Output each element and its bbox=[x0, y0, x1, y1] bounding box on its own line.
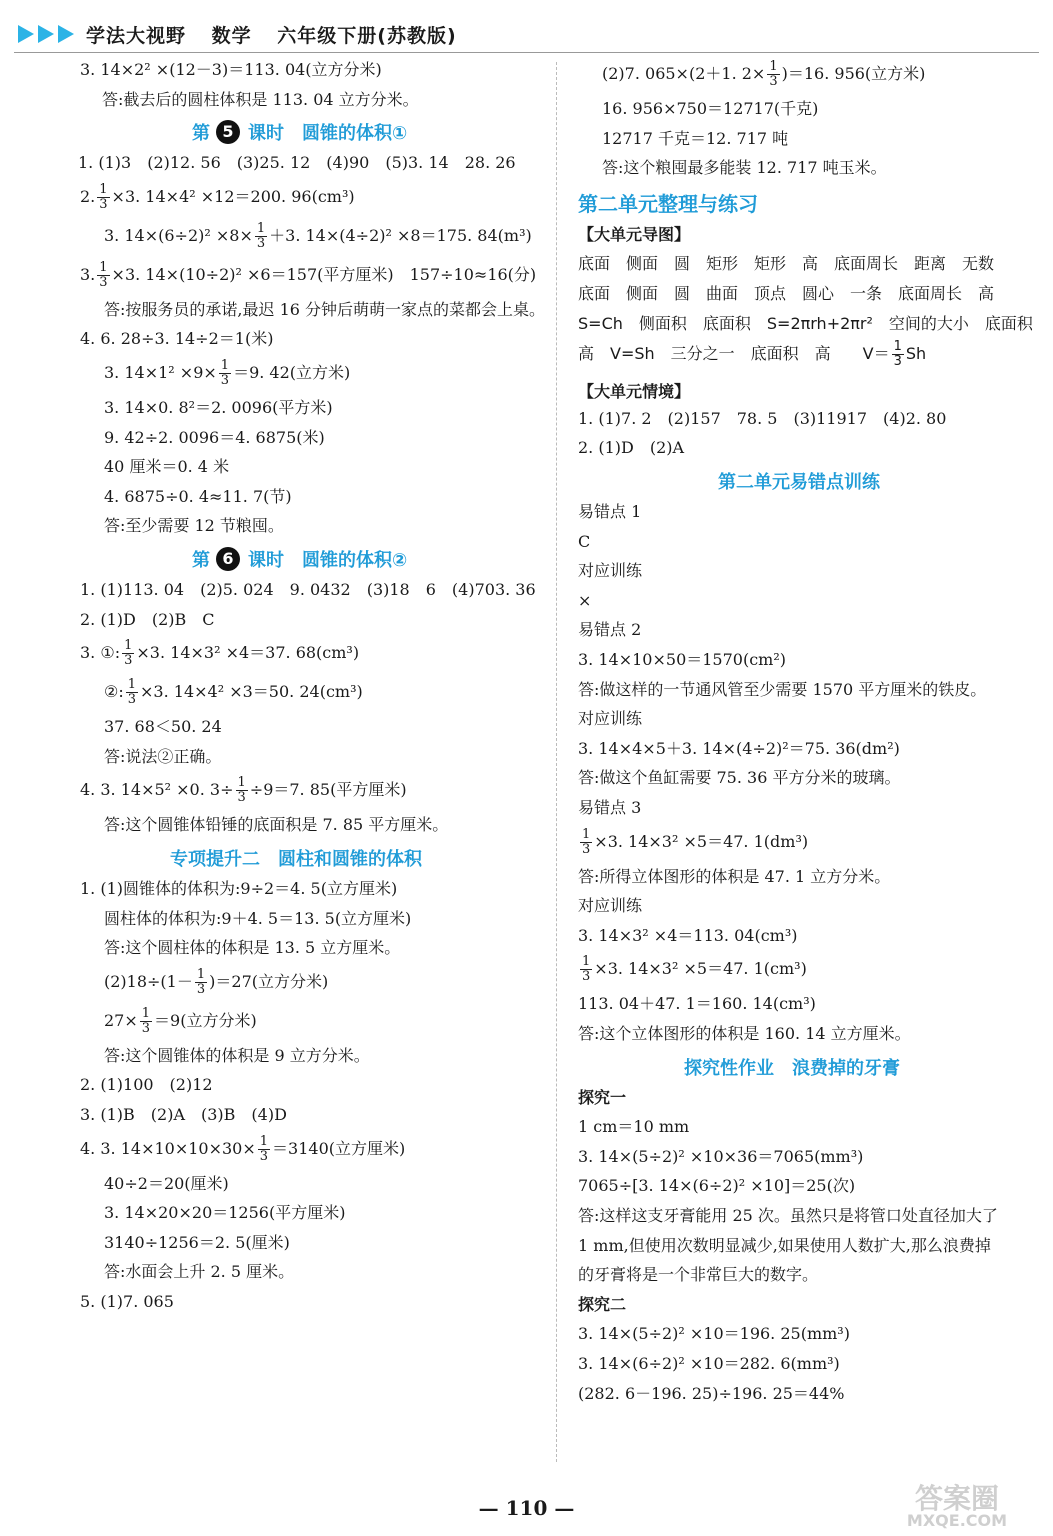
answer-line: 答:说法②正确。 bbox=[104, 746, 222, 766]
numerator: 1 bbox=[893, 339, 902, 355]
answer-line: 答:所得立体图形的体积是 47. 1 立方分米。 bbox=[578, 866, 891, 886]
denominator: 3 bbox=[259, 1148, 269, 1164]
answer-line bbox=[80, 678, 363, 707]
fraction bbox=[122, 639, 134, 668]
answer-line: 的牙膏将是一个非常巨大的数字。 bbox=[578, 1265, 819, 1285]
text: ＝9(立方分米) bbox=[154, 1010, 257, 1030]
term-row: 底面 侧面 圆 矩形 矩形 高 底面周长 距离 无数 bbox=[578, 254, 995, 274]
denominator: 3 bbox=[256, 235, 266, 251]
fraction bbox=[255, 222, 267, 251]
section-suffix: 课时 圆锥的体积① bbox=[248, 123, 408, 145]
text: ×3. 14×4² ×3＝50. 24(cm³) bbox=[140, 682, 363, 702]
answer-line bbox=[578, 955, 807, 984]
page-number: — 110 — bbox=[478, 1496, 575, 1520]
answer-line: 5. (1)7. 065 bbox=[80, 1292, 174, 1311]
answer-line bbox=[80, 776, 407, 805]
numerator: 1 bbox=[582, 954, 591, 970]
fraction bbox=[140, 1007, 152, 1036]
fraction bbox=[580, 955, 592, 984]
numerator: 1 bbox=[769, 59, 778, 74]
answer-line: 3. 14×(5÷2)² ×10×36＝7065(mm³) bbox=[578, 1146, 864, 1166]
fraction bbox=[219, 359, 231, 388]
text: 4. 3. 14×5² ×0. 3÷ bbox=[80, 780, 234, 800]
answer-line: 37. 68＜50. 24 bbox=[104, 717, 222, 737]
answer-line: 1. (1)3 (2)12. 56 (3)25. 12 (4)90 (5)3. 14 28. 26 bbox=[78, 153, 516, 173]
fraction bbox=[97, 183, 109, 212]
answer-line bbox=[80, 639, 359, 668]
exploration-title: 探究性作业 浪费掉的牙膏 bbox=[684, 1057, 900, 1079]
denominator: 3 bbox=[141, 1020, 151, 1036]
answer-line: 3. 14×4×5＋3. 14×(4÷2)²＝75. 36(dm²) bbox=[578, 738, 900, 758]
header-text bbox=[86, 21, 475, 48]
denominator: 3 bbox=[99, 274, 108, 290]
answer-line: 1. (1)7. 2 (2)157 78. 5 (3)11917 (4)2. 80 bbox=[578, 408, 947, 428]
answer-line: 3. 14×10×50＝1570(cm²) bbox=[578, 650, 786, 669]
unit-review-title: 第二单元整理与练习 bbox=[578, 191, 758, 216]
answer-line: 1 mm,但使用次数明显减少,如果使用人数扩大,那么浪费掉 bbox=[578, 1235, 991, 1255]
answer-line: 答:这个粮囤最多能装 12. 717 吨玉米。 bbox=[602, 158, 887, 178]
column-divider bbox=[556, 62, 557, 1462]
section-prefix: 第 bbox=[192, 123, 210, 145]
text: )＝27(立方分米) bbox=[209, 971, 329, 991]
text: 2. bbox=[80, 186, 96, 206]
answer-line: 1. (1)113. 04 (2)5. 024 9. 0432 (3)18 6 (4)703. 36 bbox=[80, 580, 536, 599]
section-title-lesson-5 bbox=[192, 119, 407, 145]
answer-line: 易错点 2 bbox=[578, 620, 642, 640]
watermark-main: 答案圈 bbox=[914, 1482, 999, 1515]
answer-line: 3. 14×(5÷2)² ×10＝196. 25(mm³) bbox=[578, 1324, 850, 1344]
text: 3. ①: bbox=[80, 643, 121, 663]
answer-line: 答:按服务员的承诺,最迟 16 分钟后萌萌一家点的菜都会上桌。 bbox=[104, 299, 546, 319]
fraction bbox=[195, 968, 207, 997]
answer-line: 16. 956×750＝12717(千克) bbox=[602, 99, 819, 118]
answer-line: 探究二 bbox=[578, 1294, 627, 1314]
answer-line bbox=[80, 261, 536, 290]
text: 高 V=Sh 三分之一 底面积 高 V＝ bbox=[578, 344, 890, 364]
answer-line: 1 cm＝10 mm bbox=[578, 1117, 690, 1137]
answer-line: 答:水面会上升 2. 5 厘米。 bbox=[104, 1262, 295, 1282]
fraction bbox=[892, 340, 904, 369]
text: ÷9＝7. 85(平方厘米) bbox=[249, 780, 407, 800]
answer-line: 4. 6. 28÷3. 14÷2＝1(米) bbox=[80, 329, 274, 349]
answer-line bbox=[80, 968, 328, 997]
watermark-logo bbox=[872, 1482, 1042, 1530]
answer-line bbox=[80, 222, 532, 251]
answer-line: 3. 14×0. 8²＝2. 0096(平方米) bbox=[104, 398, 333, 417]
answer-line: (282. 6－196. 25)÷196. 25＝44% bbox=[578, 1383, 845, 1403]
answer-line: 3. 14×(6÷2)² ×10＝282. 6(mm³) bbox=[578, 1354, 840, 1373]
term-row: S=Ch 侧面积 底面积 S=2πrh+2πr² 空间的大小 底面积 bbox=[578, 313, 1033, 333]
answer-line: 答:这个圆锥体铅锤的底面积是 7. 85 平方厘米。 bbox=[104, 815, 449, 835]
text: 3. 14×1² ×9× bbox=[104, 363, 217, 382]
answer-line: 2. (1)100 (2)12 bbox=[80, 1075, 213, 1095]
text: (2)7. 065×(2＋1. 2× bbox=[602, 64, 766, 83]
lesson-number-badge: 5 bbox=[216, 120, 240, 144]
subject-title: 数学 bbox=[211, 24, 252, 47]
answer-line: 圆柱体的体积为:9＋4. 5＝13. 5(立方厘米) bbox=[104, 908, 412, 928]
fraction bbox=[97, 261, 109, 290]
answer-line: 答:这个立体图形的体积是 160. 14 立方厘米。 bbox=[578, 1024, 911, 1043]
answer-line bbox=[80, 183, 355, 212]
grade-title: 六年级下册(苏教版) bbox=[277, 24, 457, 47]
answer-line: 4. 6875÷0. 4≈11. 7(节) bbox=[104, 486, 292, 506]
mind-map-title: 【大单元导图】 bbox=[578, 224, 691, 244]
text: ×3. 14×4² ×12＝200. 96(cm³) bbox=[111, 186, 355, 206]
section-title-special: 专项提升二 圆柱和圆锥的体积 bbox=[170, 849, 422, 870]
answer-line: 对应训练 bbox=[578, 896, 643, 916]
answer-line: 3. 14×3² ×4＝113. 04(cm³) bbox=[578, 925, 798, 945]
text: (2)18÷(1－ bbox=[104, 971, 193, 991]
section-suffix: 课时 圆锥的体积② bbox=[248, 550, 408, 571]
answer-line: 3. (1)B (2)A (3)B (4)D bbox=[80, 1105, 287, 1124]
denominator: 3 bbox=[220, 373, 230, 388]
text: ＝3140(立方厘米) bbox=[272, 1138, 406, 1158]
answer-line: 3. 14×2² ×(12－3)＝113. 04(立方分米) bbox=[80, 60, 382, 79]
arrow-decoration-icon bbox=[18, 25, 78, 43]
numerator: 1 bbox=[196, 966, 206, 982]
answer-line: 12717 千克＝12. 717 吨 bbox=[602, 128, 789, 148]
numerator: 1 bbox=[127, 677, 137, 693]
text: ×3. 14×3² ×4＝37. 68(cm³) bbox=[136, 643, 360, 663]
answer-line: 答:截去后的圆柱体积是 113. 04 立方分米。 bbox=[102, 89, 419, 109]
answer-line: 答:这样这支牙膏能用 25 次。虽然只是将管口处直径加大了 bbox=[578, 1206, 998, 1225]
answer-line: 40 厘米＝0. 4 米 bbox=[104, 457, 230, 477]
numerator: 1 bbox=[256, 220, 266, 236]
numerator: 1 bbox=[124, 638, 133, 654]
answer-line: 易错点 1 bbox=[578, 502, 642, 521]
term-row: 底面 侧面 圆 曲面 顶点 圆心 一条 底面周长 高 bbox=[578, 284, 995, 303]
answer-line bbox=[602, 60, 925, 89]
numerator: 1 bbox=[220, 358, 230, 373]
answer-line: 答:这个圆柱体的体积是 13. 5 立方厘米。 bbox=[104, 938, 401, 958]
answer-line: 2. (1)D (2)A bbox=[578, 438, 685, 458]
denominator: 3 bbox=[127, 692, 137, 708]
fraction bbox=[258, 1135, 270, 1164]
fraction bbox=[126, 678, 138, 707]
text: ＝9. 42(立方米) bbox=[233, 363, 351, 382]
text: )＝16. 956(立方米) bbox=[781, 64, 926, 83]
answer-line: 3140÷1256＝2. 5(厘米) bbox=[104, 1232, 290, 1252]
answer-line: 对应训练 bbox=[578, 561, 643, 581]
text: Sh bbox=[905, 344, 927, 364]
answer-line: C bbox=[578, 531, 591, 551]
lesson-number-badge: 6 bbox=[216, 547, 240, 571]
denominator: 3 bbox=[124, 653, 133, 669]
text: 3. 14×(6÷2)² ×8× bbox=[104, 225, 253, 245]
answer-line bbox=[80, 1135, 405, 1164]
section-prefix: 第 bbox=[192, 550, 210, 571]
text: ②: bbox=[104, 682, 124, 702]
numerator: 1 bbox=[99, 259, 108, 275]
answer-line: 答:做这样的一节通风管至少需要 1570 平方厘米的铁皮。 bbox=[578, 679, 987, 699]
watermark-site: MXQE.COM bbox=[906, 1511, 1008, 1530]
answer-line: × bbox=[578, 590, 592, 610]
answer-line: 3. 14×20×20＝1256(平方厘米) bbox=[104, 1203, 346, 1223]
answer-line: 答:至少需要 12 节粮囤。 bbox=[104, 516, 284, 536]
numerator: 1 bbox=[99, 181, 108, 197]
text: ×3. 14×(10÷2)² ×6＝157(平方厘米) 157÷10≈16(分) bbox=[111, 264, 537, 284]
answer-line bbox=[80, 359, 350, 388]
answer-line: 对应训练 bbox=[578, 709, 643, 729]
text: ＋3. 14×(4÷2)² ×8＝175. 84(m³) bbox=[269, 225, 532, 245]
denominator: 3 bbox=[196, 981, 206, 997]
header-divider bbox=[14, 52, 1039, 53]
page-header bbox=[18, 18, 475, 50]
section-title-lesson-6 bbox=[192, 546, 407, 572]
text: 27× bbox=[104, 1010, 138, 1030]
text: 4. 3. 14×10×10×30× bbox=[80, 1138, 256, 1158]
term-row bbox=[578, 340, 926, 369]
answer-line: 7065÷[3. 14×(6÷2)² ×10]＝25(次) bbox=[578, 1176, 856, 1196]
denominator: 3 bbox=[582, 969, 591, 985]
answer-line bbox=[80, 1007, 257, 1036]
answer-line: 答:做这个鱼缸需要 75. 36 平方分米的玻璃。 bbox=[578, 768, 901, 788]
numerator: 1 bbox=[582, 826, 591, 842]
text: ×3. 14×3² ×5＝47. 1(cm³) bbox=[594, 959, 807, 979]
denominator: 3 bbox=[99, 196, 108, 212]
answer-line: 2. (1)D (2)B C bbox=[80, 609, 215, 629]
answer-line: 1. (1)圆锥体的体积为:9÷2＝4. 5(立方厘米) bbox=[80, 879, 398, 898]
answer-line: 探究一 bbox=[578, 1087, 627, 1107]
denominator: 3 bbox=[769, 74, 778, 89]
text: 3. bbox=[80, 264, 96, 284]
answer-line: 113. 04＋47. 1＝160. 14(cm³) bbox=[578, 994, 816, 1014]
fraction bbox=[580, 828, 592, 857]
series-title: 学法大视野 bbox=[86, 24, 187, 47]
error-training-title: 第二单元易错点训练 bbox=[718, 472, 880, 493]
answer-line: 40÷2＝20(厘米) bbox=[104, 1173, 229, 1193]
fraction bbox=[767, 60, 779, 89]
text: ×3. 14×3² ×5＝47. 1(dm³) bbox=[594, 831, 809, 851]
context-title: 【大单元情境】 bbox=[578, 382, 691, 402]
answer-line bbox=[578, 828, 808, 857]
answer-line: 答:这个圆锥体的体积是 9 立方分米。 bbox=[104, 1045, 370, 1065]
answer-line: 易错点 3 bbox=[578, 798, 642, 817]
numerator: 1 bbox=[141, 1005, 151, 1021]
numerator: 1 bbox=[237, 775, 246, 791]
answer-line: 9. 42÷2. 0096＝4. 6875(米) bbox=[104, 427, 325, 447]
fraction bbox=[236, 776, 248, 805]
denominator: 3 bbox=[237, 790, 246, 806]
denominator: 3 bbox=[582, 841, 591, 857]
numerator: 1 bbox=[259, 1133, 269, 1149]
denominator: 3 bbox=[893, 354, 902, 370]
